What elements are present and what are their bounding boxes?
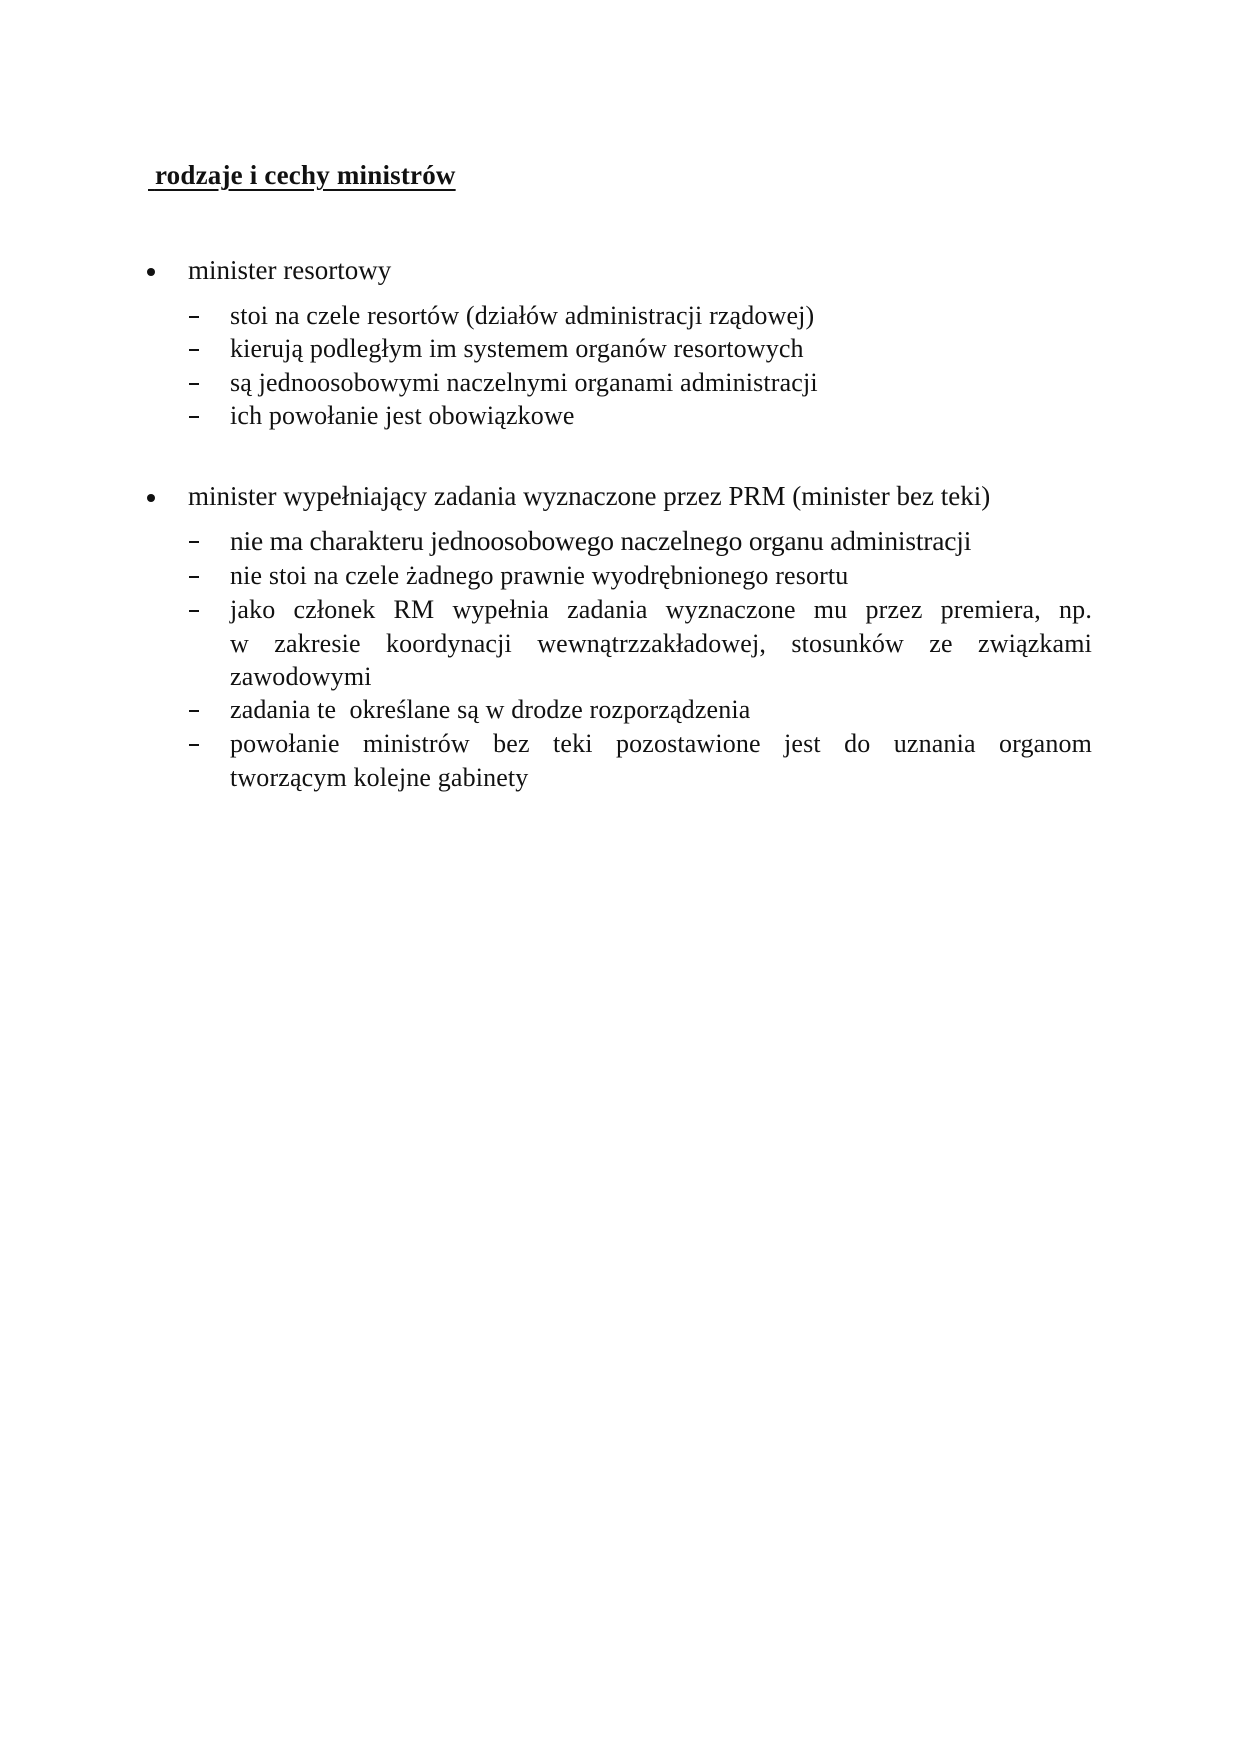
- list-item-text: ich powołanie jest obowiązkowe: [230, 401, 575, 430]
- list-item-line: jako członek RM wypełnia zadania wyznaczone mu przez premiera, np.: [230, 595, 1092, 624]
- list-item-line: zawodowymi: [230, 662, 372, 691]
- section-heading-row: [0, 253, 1240, 287]
- dash-icon: [189, 416, 199, 418]
- dash-icon: [189, 576, 199, 578]
- list-item-text: stoi na czele resortów (działów administracji rządowej): [230, 301, 815, 330]
- list-item-line: powołanie ministrów bez teki pozostawione jest do uznania organom: [230, 729, 1092, 758]
- list-item-line: tworzącym kolejne gabinety: [230, 762, 529, 792]
- list-item-text: nie stoi na czele żadnego prawnie wyodrębnionego resortu: [230, 561, 849, 590]
- dash-icon: [189, 349, 199, 351]
- dash-icon: [189, 316, 199, 318]
- list-item-text: [230, 593, 1092, 694]
- list-item-text: kierują podległym im systemem organów resortowych: [230, 334, 804, 363]
- list-item-text: są jednoosobowymi naczelnymi organami administracji: [230, 368, 818, 397]
- list-item-text: zadania te określane są w drodze rozporządzenia: [230, 695, 751, 724]
- dash-icon: [189, 744, 199, 746]
- dash-icon: [189, 710, 199, 712]
- list-item-line: w zakresie koordynacji wewnątrzzakładowej, stosunków ze związkami: [230, 628, 1092, 658]
- list-item-text: nie ma charakteru jednoosobowego naczelnego organu administracji: [230, 525, 972, 556]
- dash-icon: [189, 541, 199, 543]
- section-heading: minister resortowy: [188, 255, 392, 285]
- section-heading-row: [0, 479, 1240, 513]
- section-heading: minister wypełniający zadania wyznaczone przez PRM (minister bez teki): [188, 481, 991, 511]
- dash-icon: [189, 383, 199, 385]
- dash-icon: [189, 610, 199, 612]
- bullet-icon: [147, 268, 155, 276]
- list-item-text: [230, 727, 1092, 794]
- document-title: rodzaje i cechy ministrów: [154, 160, 456, 190]
- bullet-icon: [147, 494, 155, 502]
